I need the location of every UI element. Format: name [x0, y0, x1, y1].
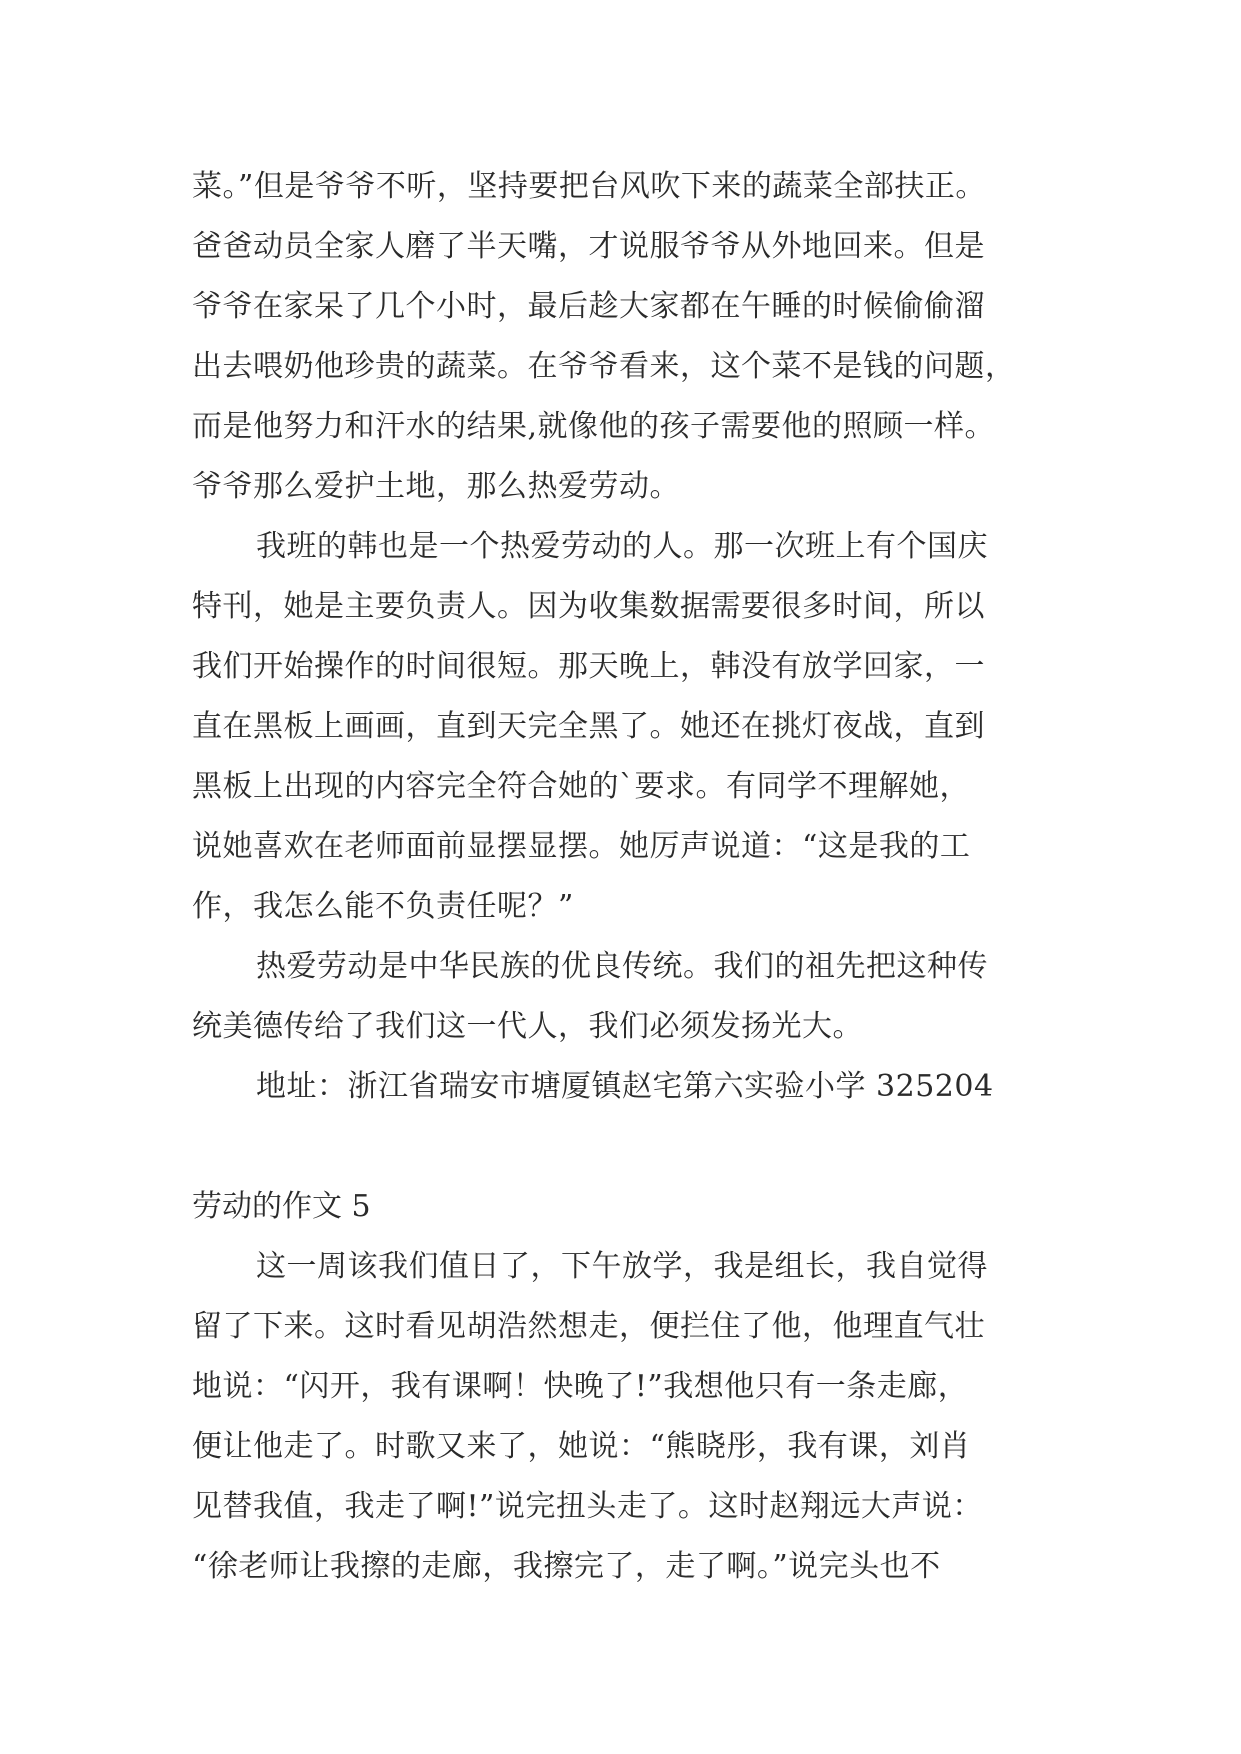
paragraph-line: 菜。”但是爷爷不听，坚持要把台风吹下来的蔬菜全部扶正。: [192, 169, 986, 204]
paragraph-line: 而是他努力和汗水的结果,就像他的孩子需要他的照顾一样。: [192, 409, 996, 444]
paragraph-line: 黑板上出现的内容完全符合她的`要求。有同学不理解她，: [192, 769, 970, 804]
paragraph-first-line: 这一周该我们值日了，下午放学，我是组长，我自觉得: [256, 1249, 988, 1284]
paragraph-line: 爷爷在家呆了几个小时，最后趁大家都在午睡的时候偷偷溜: [192, 289, 985, 324]
blank-line: [192, 1122, 1092, 1182]
address-line: 地址：浙江省瑞安市塘厦镇赵宅第六实验小学 325204: [256, 1069, 994, 1104]
paragraph-line: 出去喂奶他珍贵的蔬菜。在爷爷看来，这个菜不是钱的问题，: [192, 349, 1016, 384]
paragraph-line: 作，我怎么能不负责任呢？”: [192, 889, 574, 924]
paragraph-first-line: 热爱劳动是中华民族的优良传统。我们的祖先把这种传: [256, 949, 988, 984]
paragraph-line: 我们开始操作的时间很短。那天晚上，韩没有放学回家，一: [192, 649, 985, 684]
paragraph-line: 爷爷那么爱护土地，那么热爱劳动。: [192, 469, 680, 504]
paragraph-line: 统美德传给了我们这一代人，我们必须发扬光大。: [192, 1009, 863, 1044]
paragraph-line: 说她喜欢在老师面前显摆显摆。她厉声说道：“这是我的工: [192, 829, 971, 864]
paragraph-first-line: 我班的韩也是一个热爱劳动的人。那一次班上有个国庆: [256, 529, 988, 564]
document-body: [192, 162, 1092, 1602]
paragraph-line: 便让他走了。时歌又来了，她说：“熊晓彤，我有课，刘肖: [192, 1429, 971, 1464]
paragraph-line: “徐老师让我擦的走廊，我擦完了，走了啊。”说完头也不: [192, 1549, 941, 1584]
paragraph-line: 直在黑板上画画，直到天完全黑了。她还在挑灯夜战，直到: [192, 709, 985, 744]
paragraph-line: 留了下来。这时看见胡浩然想走，便拦住了他，他理直气壮: [192, 1309, 985, 1344]
paragraph-line: 爸爸动员全家人磨了半天嘴，才说服爷爷从外地回来。但是: [192, 229, 985, 264]
paragraph-line: 见替我值，我走了啊!”说完扭头走了。这时赵翔远大声说：: [192, 1489, 983, 1524]
paragraph-line: 特刊，她是主要负责人。因为收集数据需要很多时间，所以: [192, 589, 985, 624]
paragraph-line: 地说：“闪开，我有课啊！快晚了!”我想他只有一条走廊，: [192, 1369, 969, 1404]
essay-heading: 劳动的作文 5: [192, 1189, 371, 1224]
